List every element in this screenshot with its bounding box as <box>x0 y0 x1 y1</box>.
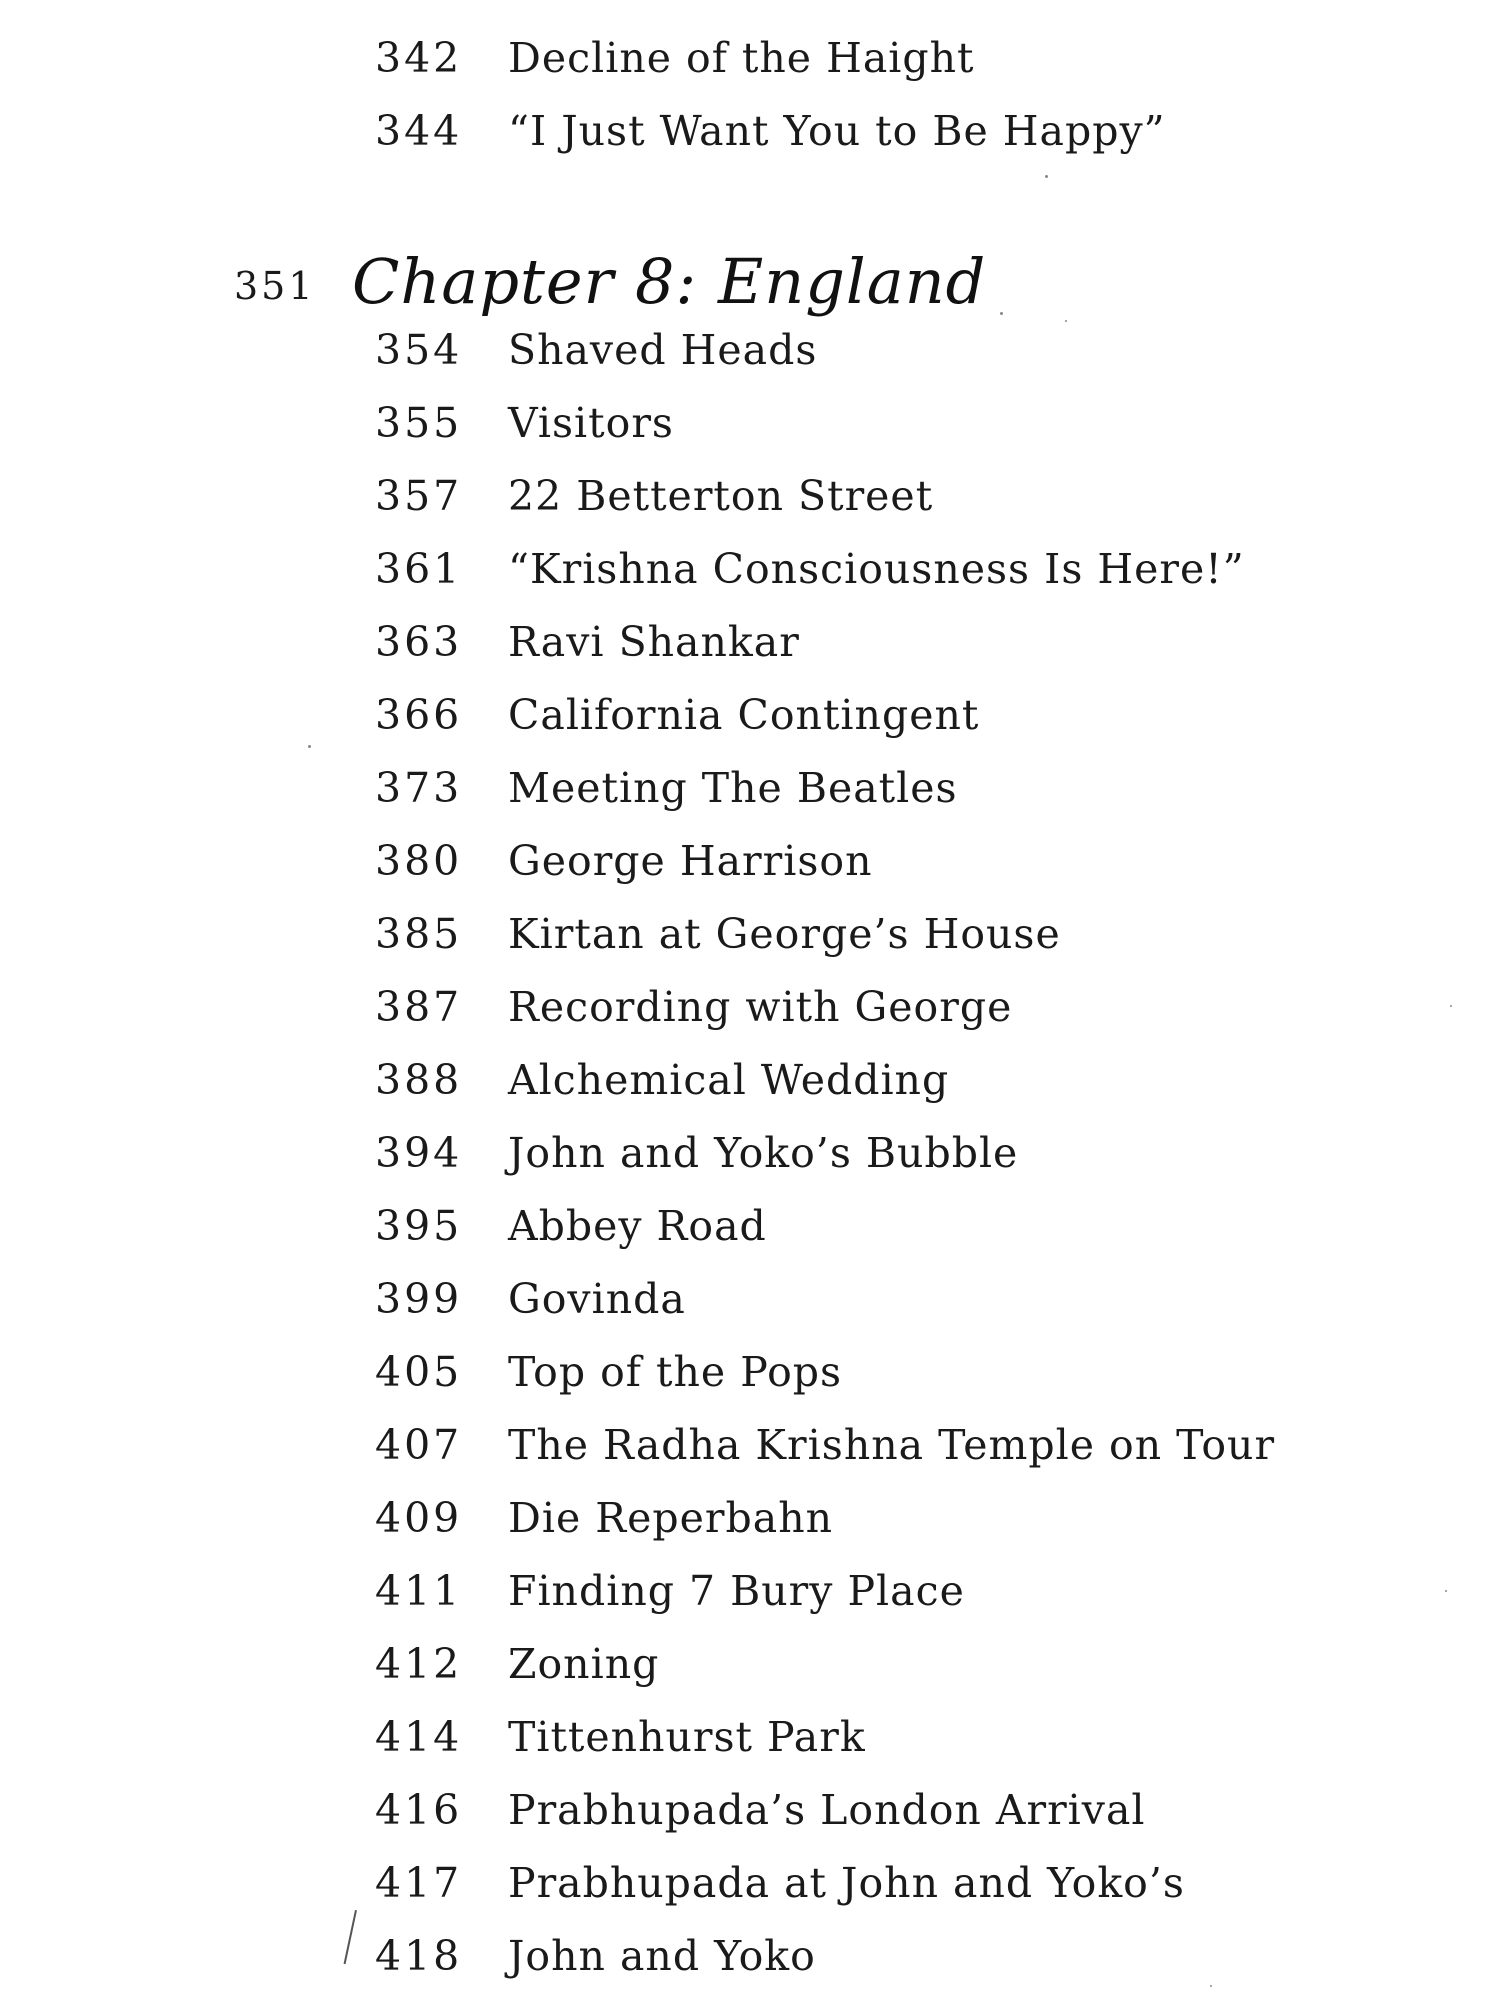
toc-entry-page: 380 <box>375 837 463 885</box>
toc-entry-page: 418 <box>375 1932 463 1980</box>
toc-entry[interactable] <box>0 977 1500 1037</box>
toc-entry[interactable] <box>0 1415 1500 1475</box>
toc-entry[interactable] <box>0 28 1500 88</box>
toc-entry-title: Decline of the Haight <box>508 34 975 82</box>
toc-entry[interactable] <box>0 904 1500 964</box>
toc-entry-title: Ravi Shankar <box>508 618 800 666</box>
toc-entry[interactable] <box>0 831 1500 891</box>
toc-entry[interactable] <box>0 758 1500 818</box>
toc-entry-title: California Contingent <box>508 691 980 739</box>
toc-entry-page: 414 <box>375 1713 463 1761</box>
toc-entry-title: Zoning <box>508 1640 660 1688</box>
toc-entry[interactable] <box>0 320 1500 380</box>
scan-speck <box>308 745 311 748</box>
toc-entry[interactable] <box>0 101 1500 161</box>
toc-entry-title: Meeting The Beatles <box>508 764 958 812</box>
toc-entry[interactable] <box>0 1342 1500 1402</box>
toc-entry-title: Prabhupada at John and Yoko’s <box>508 1859 1185 1907</box>
toc-entry-page: 416 <box>375 1786 463 1834</box>
toc-entry-page: 344 <box>375 107 463 155</box>
toc-entry-page: 366 <box>375 691 463 739</box>
toc-entry-page: 342 <box>375 34 463 82</box>
toc-entry-title: Finding 7 Bury Place <box>508 1567 965 1615</box>
toc-entry-page: 407 <box>375 1421 463 1469</box>
toc-entry-page: 357 <box>375 472 463 520</box>
toc-entry-title: Tittenhurst Park <box>508 1713 866 1761</box>
toc-entry-page: 361 <box>375 545 463 593</box>
toc-entry-page: 385 <box>375 910 463 958</box>
toc-entry[interactable] <box>0 1488 1500 1548</box>
toc-entry[interactable] <box>0 685 1500 745</box>
toc-entry-title: Prabhupada’s London Arrival <box>508 1786 1146 1834</box>
toc-entry-title: Shaved Heads <box>508 326 818 374</box>
toc-entry[interactable] <box>0 1123 1500 1183</box>
toc-entry-page: 387 <box>375 983 463 1031</box>
toc-entry[interactable] <box>0 1561 1500 1621</box>
toc-entry-title: Kirtan at George’s House <box>508 910 1061 958</box>
toc-entry-page: 373 <box>375 764 463 812</box>
toc-entry-title: Recording with George <box>508 983 1013 1031</box>
toc-entry-title: Die Reperbahn <box>508 1494 834 1542</box>
toc-entry[interactable] <box>0 1269 1500 1329</box>
toc-entry-page: 395 <box>375 1202 463 1250</box>
toc-entry-title: Abbey Road <box>508 1202 767 1250</box>
toc-entry-title: 22 Betterton Street <box>508 472 934 520</box>
toc-entry[interactable] <box>0 1634 1500 1694</box>
toc-entry-title: John and Yoko <box>508 1932 816 1980</box>
chapter-heading[interactable] <box>0 242 1500 322</box>
toc-entry-page: 411 <box>375 1567 463 1615</box>
toc-entry[interactable] <box>0 1050 1500 1110</box>
toc-entry-page: 399 <box>375 1275 463 1323</box>
scan-speck <box>1000 312 1003 315</box>
toc-entry-title: John and Yoko’s Bubble <box>508 1129 1019 1177</box>
scan-speck <box>1445 1590 1447 1592</box>
toc-entry-page: 388 <box>375 1056 463 1104</box>
toc-entry[interactable] <box>0 1780 1500 1840</box>
toc-entry[interactable] <box>0 1196 1500 1256</box>
toc-entry-title: Top of the Pops <box>508 1348 843 1396</box>
toc-entry-page: 417 <box>375 1859 463 1907</box>
toc-entry-page: 405 <box>375 1348 463 1396</box>
toc-entry[interactable] <box>0 393 1500 453</box>
toc-entry-title: Visitors <box>508 399 674 447</box>
chapter-page: 351 <box>234 264 316 308</box>
toc-entry-page: 412 <box>375 1640 463 1688</box>
scan-speck <box>1045 175 1048 178</box>
toc-entry-page: 354 <box>375 326 463 374</box>
toc-entry[interactable] <box>0 1707 1500 1767</box>
toc-entry-title: The Radha Krishna Temple on Tour <box>508 1421 1276 1469</box>
toc-entry-page: 409 <box>375 1494 463 1542</box>
scan-speck <box>1450 1005 1452 1007</box>
toc-entry[interactable] <box>0 539 1500 599</box>
scan-speck <box>1065 320 1067 322</box>
chapter-title: Chapter 8: England <box>352 245 987 318</box>
toc-entry-page: 394 <box>375 1129 463 1177</box>
toc-entry[interactable] <box>0 466 1500 526</box>
toc-entry-page: 363 <box>375 618 463 666</box>
toc-entry-title: Alchemical Wedding <box>508 1056 950 1104</box>
toc-entry-title: “Krishna Consciousness Is Here!” <box>508 545 1245 593</box>
toc-entry[interactable] <box>0 1853 1500 1913</box>
toc-entry[interactable] <box>0 1926 1500 1986</box>
toc-entry-title: “I Just Want You to Be Happy” <box>508 107 1166 155</box>
toc-entry-title: Govinda <box>508 1275 686 1323</box>
scan-speck <box>1210 1985 1212 1987</box>
toc-entry-title: George Harrison <box>508 837 873 885</box>
toc-entry-page: 355 <box>375 399 463 447</box>
toc-entry[interactable] <box>0 612 1500 672</box>
